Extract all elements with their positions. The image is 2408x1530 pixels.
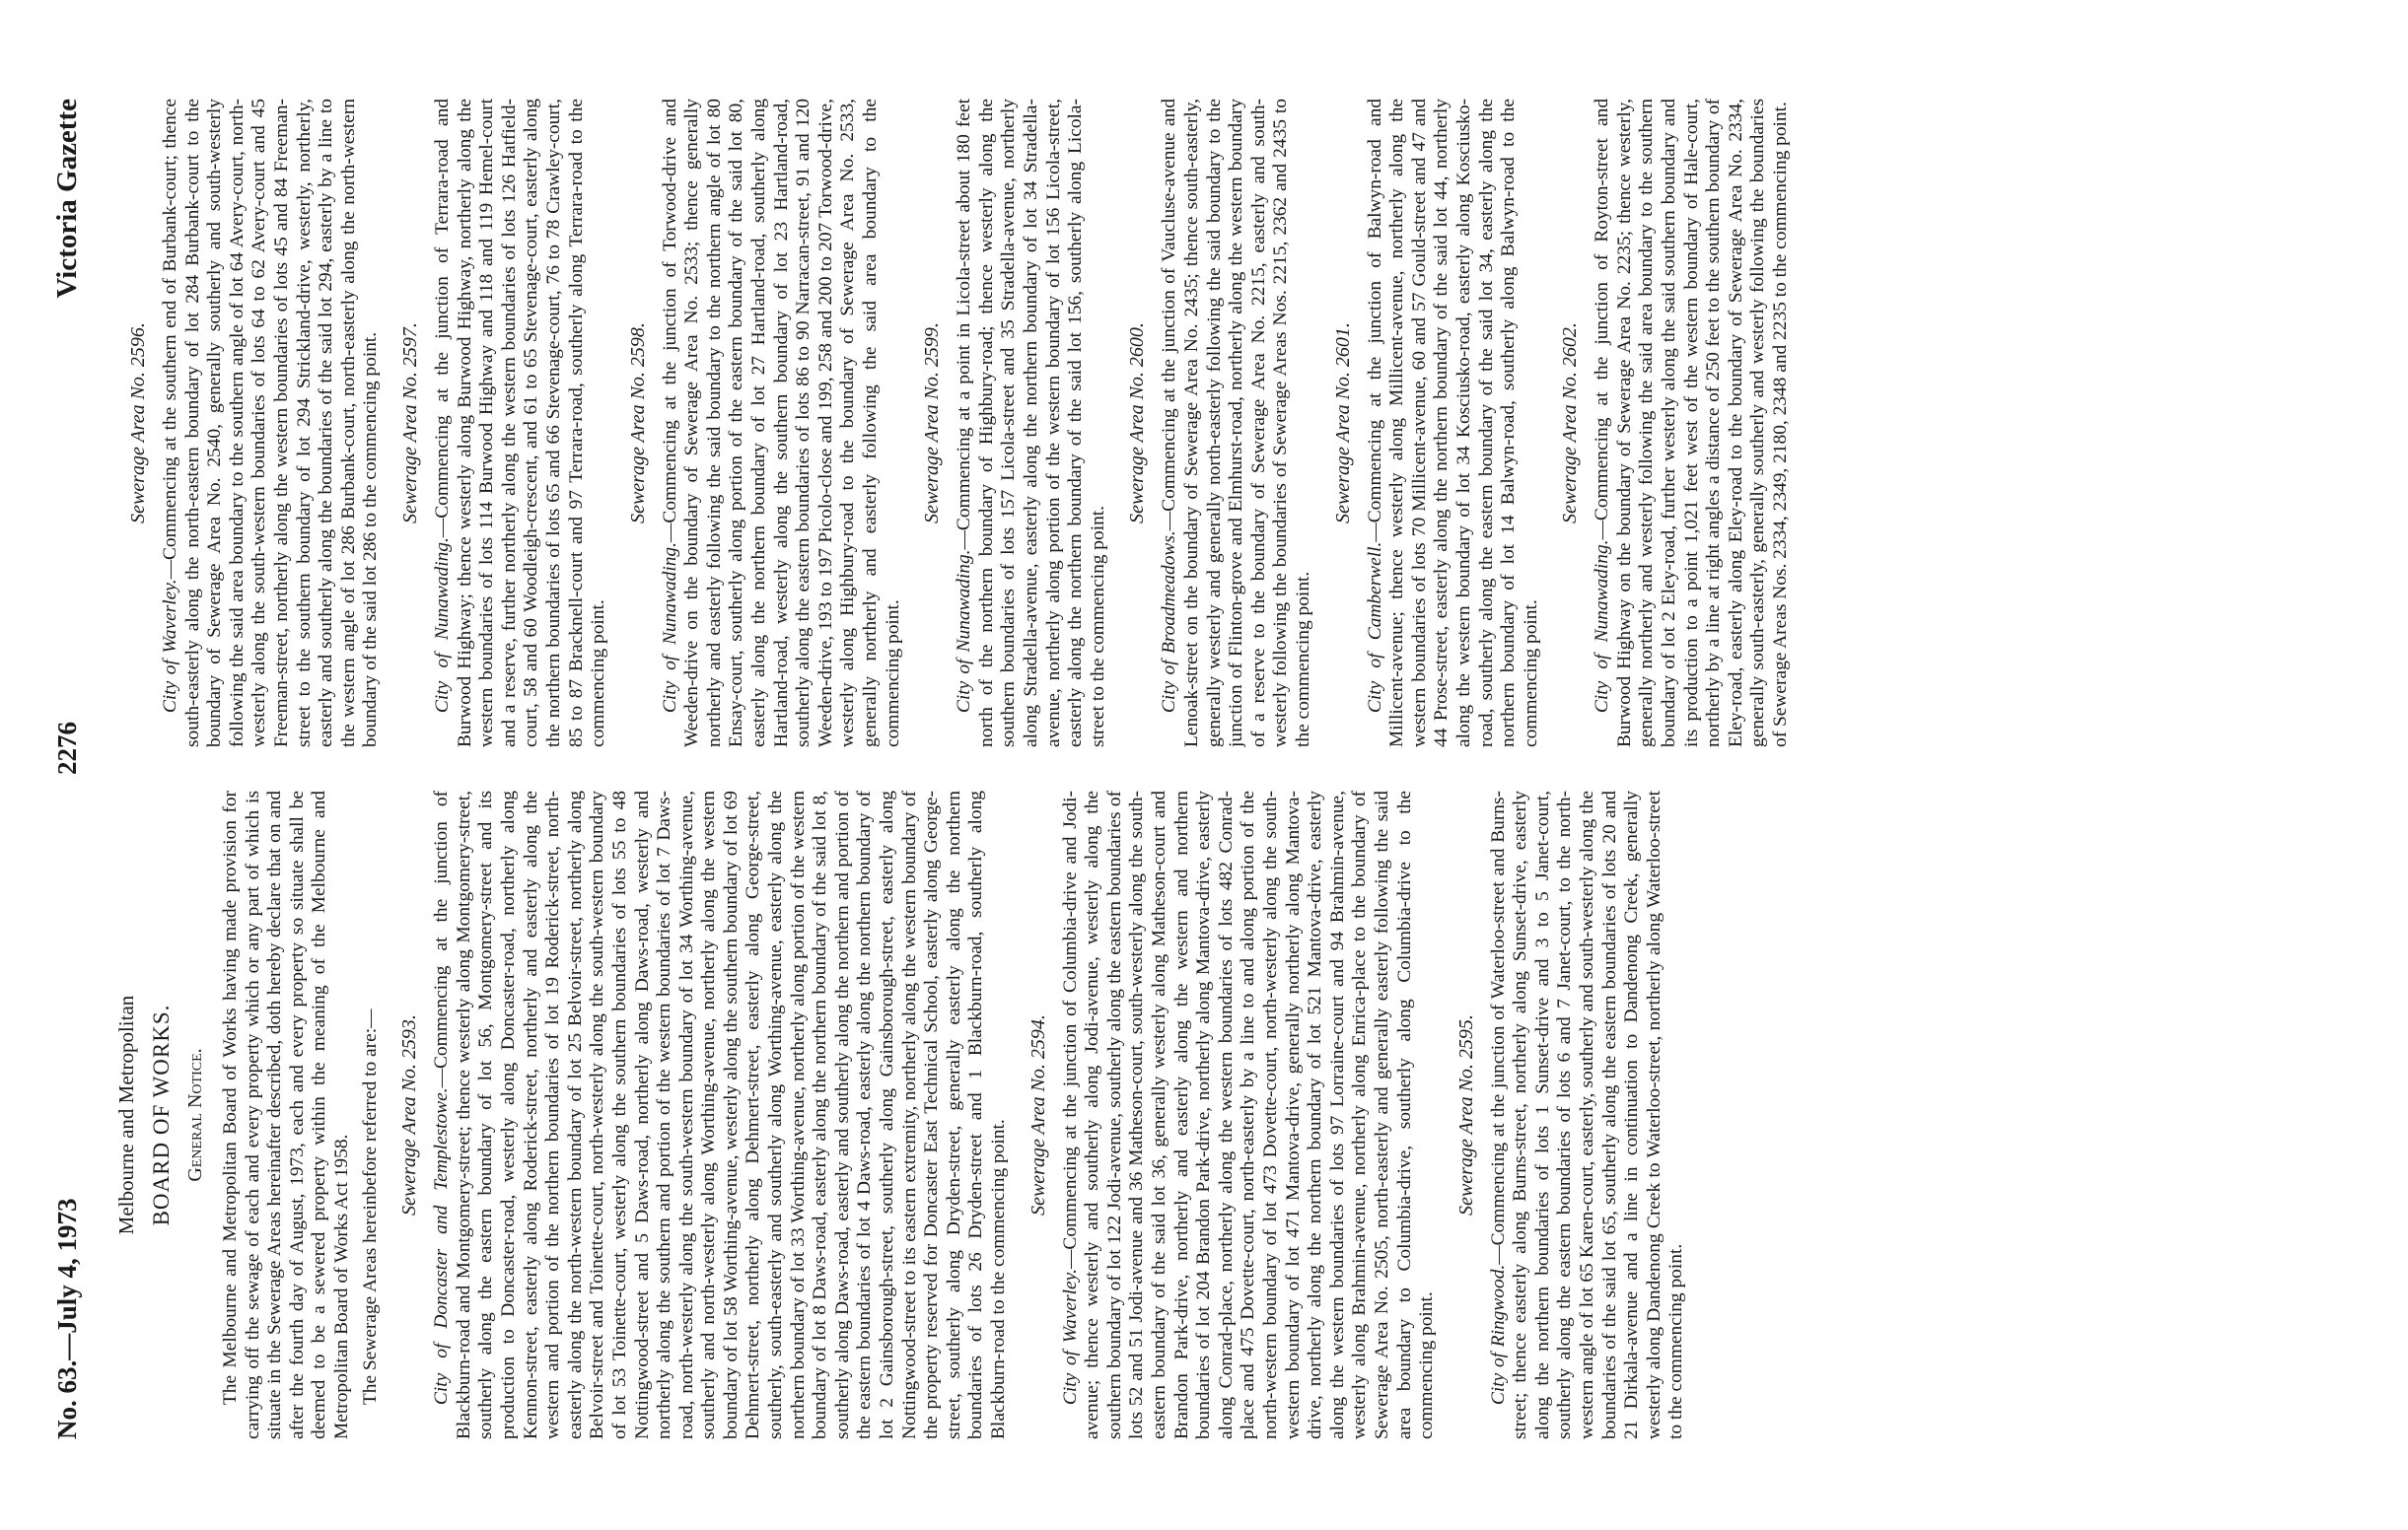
- area-city: City of Camberwell.: [1364, 541, 1385, 714]
- area-title: Sewerage Area No. 2602.: [1559, 322, 1582, 523]
- area-text: —Commencing at the junction of Terrara-road and Burwood Highway; thence westerly along Burwood Highway, northerly along the western boundaries of lots 114 Burwood Highway and 118 and 119 Hemel-court and a reserve, further northerly along the western boundaries of lots 126 Hatfield-court, 58 and 60 Woodleigh-crescent, and 61 to 65 Stevenage-court, easterly along the northern boundaries of lots 65 and 66 Stevenage-court, 76 to 78 Crawley-court, 85 to 87 Bracknell-court and 97 Terrara-road, southerly along Terrara-road to the commencing point.: [431, 99, 609, 747]
- area-city: City of Broadmeadows.: [1159, 530, 1180, 714]
- area-title: Sewerage Area No. 2593.: [398, 1014, 421, 1216]
- area-description: [1060, 791, 1439, 1439]
- area-title: Sewerage Area No. 2597.: [398, 322, 421, 523]
- area-title: Sewerage Area No. 2596.: [127, 322, 149, 523]
- area-city: City of Ringwood.: [1487, 1264, 1509, 1406]
- area-title: Sewerage Area No. 2600.: [1126, 322, 1149, 523]
- area-description: [1488, 791, 1688, 1439]
- area-description: [1159, 99, 1314, 747]
- issue-date: No. 63.—July 4, 1973: [52, 1198, 82, 1439]
- area-text: —Commencing at a point in Licola-street about 180 feet north of the northern boundary of Highbury-road; thence westerly along the southern boundaries of lots 157 Licola-street and 35 Stradella-avenue, northerly along Stradella-avenue, easterly along the northern boundary of lot 34 Stradella-avenue, northerly along portion of the western boundary of lot 156 Licola-street, easterly along the northern boundary of the said lot 156, southerly along Licola-street to the commencing point.: [954, 99, 1108, 747]
- area-text: —Commencing at the junction of Waterloo-street and Burns-street; thence easterly along Burns-street, northerly along Sunset-drive, easterly along the northern boundaries of lots 1 Sunset-drive and 3 to 5 Janet-court, southerly along the eastern boundaries of lots 6 and 7 Janet-court, to the north-western angle of lot 65 Karen-court, easterly, southerly and south-westerly along the boundaries of the said lot 65, southerly along the eastern boundaries of lots 20 and 21 Dirkala-avenue and a line in continuation to Dandenong Creek, generally westerly along Dandenong Creek to Waterloo-street, northerly along Waterloo-street to the commencing point.: [1487, 791, 1687, 1439]
- page-header: [51, 99, 91, 1439]
- right-column: [110, 99, 2378, 747]
- area-description: [1365, 99, 1543, 747]
- text-columns: [110, 99, 2378, 1439]
- area-title: Sewerage Area No. 2601.: [1331, 322, 1354, 523]
- area-title: Sewerage Area No. 2594.: [1027, 1014, 1049, 1216]
- area-description: [160, 99, 383, 747]
- area-city: City of Nunawading.: [954, 549, 975, 714]
- referred-line: The Sewerage Areas hereinbefore referred to are:—: [359, 1008, 381, 1406]
- area-city: City of Nunawading.: [659, 542, 680, 714]
- area-title: Sewerage Area No. 2598.: [626, 322, 649, 523]
- intro-paragraph: The Melbourne and Metropolitan Board of Works having made provision for carrying off the sewage of each and every property which or any part of which is situate in the Sewerage Areas hereinafter described, doth hereby declare that on and after the fourth day of August, 1973, each and every property so situate shall be deemed to be a sewered property within the meaning of the Melbourne and Metropolitan Board of Works Act 1958.: [220, 791, 352, 1439]
- area-description: [660, 99, 905, 747]
- area-description: [1592, 99, 1792, 747]
- area-text: —Commencing at the junction of Blackburn-road and Montgomery-street; thence westerly along Montgomery-street, southerly along the eastern boundary of lot 56, Montgomery-street and its production to Doncaster-road, westerly along Doncaster-road, northerly along Kennon-street, easterly along Roderick-street, northerly and easterly along the western and portion of the northern boundaries of lot 19 Roderick-street, north-easterly along the north-western boundary of lot 25 Belvoir-street, northerly along Belvoir-street and Toinette-court, north-westerly along the south-western boundary of lot 53 Toinette-court, westerly along the southern boundaries of lots 55 to 48 Nottingwood-street and 5 Daws-road, northerly along Daws-road, westerly and northerly along the southern and portion of the western boundaries of lot 7 Daws-road, north-westerly along the south-western boundary of lot 34 Worthing-avenue, southerly and north-westerly along Worthing-avenue, northerly along the western boundary of lot 58 Worthing-avenue, westerly along the southern boundary of lot 69 Dehmert-street, northerly along Dehmert-street, easterly along George-street, southerly, south-easterly and southerly along Worthing-avenue, easterly along the northern boundary of lot 33 Worthing-avenue, northerly along portion of the western boundary of lot 8 Daws-road, easterly along the northern boundary of the said lot 8, southerly along Daws-road, easterly and southerly along the northern and portion of the eastern boundaries of lot 4 Daws-road, easterly along the northern boundary of lot 2 Gainsborough-street, southerly along Gainsborough-street, easterly along Nottingwood-street to its eastern extremity, northerly along the western boundary of the property reserved for Doncaster East Technical School, easterly along George-street, southerly along Dryden-street, generally easterly along the northern boundaries of lots 26 Dryden-street and 1 Blackburn-road, southerly along Blackburn-road to the commencing point.: [431, 791, 1009, 1439]
- notice-title: General Notice.: [184, 1048, 206, 1182]
- area-description: [432, 99, 610, 747]
- area-title: Sewerage Area No. 2595.: [1454, 1014, 1477, 1216]
- publication-title: Victoria Gazette: [51, 99, 83, 299]
- area-text: —Commencing at the junction of Balwyn-road and Millicent-avenue; thence westerly along Millicent-avenue, northerly along the western boundaries of lots 70 Millicent-avenue, 60 and 57 Gould-street and 47 and 44 Prose-street, easterly along the northern boundary of the said lot 44, northerly along the western boundary of lot 34 Kosciusko-road, easterly along Kosciusko-road, southerly along the eastern boundary of the said lot 34, easterly along the northern boundary of lot 14 Balwyn-road, southerly along Balwyn-road to the commencing point.: [1364, 99, 1541, 747]
- area-description: [954, 99, 1109, 747]
- area-city: City of Nunawading.: [431, 537, 453, 714]
- area-city: City of Doncaster and Templestowe.: [431, 1087, 453, 1406]
- area-city: City of Nunawading.: [1592, 539, 1613, 714]
- area-text: —Commencing at the junction of Columbia-drive and Jodi-avenue; thence westerly and southerly along Jodi-avenue, westerly along the southern boundary of lot 122 Jodi-avenue, southerly along the eastern boundaries of lots 52 and 51 Jodi-avenue and 36 Matheson-court, south-westerly along the south-eastern boundary of the said lot 36, generally westerly along Matheson-court and Brandon Park-drive, northerly and easterly along the western and northern boundaries of lot 204 Brandon Park-drive, northerly along Mantova-drive, easterly along Conrad-place, northerly along the western boundaries of lots 482 Conrad-place and 475 Dovette-court, north-easterly by a line to and along portion of the north-western boundary of lot 473 Dovette-court, north-westerly along the south-western boundary of lot 471 Mantova-drive, generally northerly along Mantova-drive, northerly along the northern boundary of lot 521 Mantova-drive, easterly along the western boundaries of lots 97 Lorraine-court and 94 Brahmin-avenue, westerly along Brahmin-avenue, northerly along Enrica-place to the boundary of Sewerage Area No. 2505, north-easterly and generally easterly following the said area boundary to Columbia-drive, southerly along Columbia-drive to the commencing point.: [1059, 791, 1438, 1439]
- org-line: Melbourne and Metropolitan: [114, 995, 138, 1235]
- org-board: BOARD OF WORKS.: [149, 1004, 174, 1226]
- area-title: Sewerage Area No. 2599.: [921, 322, 944, 523]
- area-text: —Commencing at the junction of Torwood-drive and Weeden-drive on the boundary of Sewerage Area No. 2533; thence generally northerly and easterly following the said boundary to the northern angle of lot 80 Ensay-court, southerly along portion of the eastern boundary of the said lot 80, easterly along the northern boundary of lot 27 Hartland-road, southerly along Hartland-road, westerly along the southern boundary of lot 23 Hartland-road, southerly along the eastern boundaries of lots 86 to 90 Narracan-street, 91 and 120 Weeden-drive, 193 to 197 Picolo-close and 199, 258 and 200 to 207 Torwood-drive, westerly along Highbury-road to the boundary of Sewerage Area No. 2533, generally northerly and easterly following the said area boundary to the commencing point.: [659, 99, 903, 747]
- page-number: 2276: [52, 722, 82, 776]
- area-text: —Commencing at the junction of Vaucluse-avenue and Lenoak-street on the boundary of Sewerage Area No. 2435; thence south-easterly, generally westerly and generally north-easterly following the said boundary to the junction of Flinton-grove and Elmhurst-road, northerly along the western boundary of a reserve to the boundary of Sewerage Area No. 2215, easterly and south-westerly following the boundaries of Sewerage Areas Nos. 2215, 2362 and 2435 to the commencing point.: [1159, 99, 1313, 747]
- area-city: City of Waverley.: [1059, 1269, 1081, 1406]
- area-description: [431, 791, 1010, 1439]
- area-text: —Commencing at the junction of Royton-street and Burwood Highway on the boundary of Sewerage Area No. 2235; thence westerly, generally northerly and westerly following the said area boundary to the southern boundary of lot 2 Eley-road, further westerly along the said southern boundary and its production to a point 1,021 feet west of the western boundary of Hale-court, northerly by a line at right angles a distance of 250 feet to the southern boundary of Eley-road, easterly along Eley-road to the boundary of Sewerage Area No. 2334, generally south-easterly, generally southerly and westerly following the boundaries of Sewerage Areas Nos. 2334, 2349, 2180, 2348 and 2235 to the commencing point.: [1592, 99, 1792, 747]
- area-text: —Commencing at the southern end of Burbank-court; thence south-easterly along the north-eastern boundary of lot 284 Burbank-court to the boundary of Sewerage Area No. 2540, generally southerly and south-westerly following the said area boundary to the southern angle of lot 64 Avery-court, north-westerly along the south-western boundaries of lots 64 to 62 Avery-court and 45 Freeman-street, northerly along the western boundaries of lots 45 and 84 Freeman-street to the southern boundary of lot 294 Strickland-drive, westerly, northerly, easterly and southerly along the boundaries of the said lot 294, easterly by a line to the western angle of lot 286 Burbank-court, north-easterly along the north-western boundary of the said lot 286 to the commencing point.: [160, 99, 382, 747]
- left-column: [110, 791, 2378, 1439]
- area-city: City of Waverley.: [160, 579, 180, 714]
